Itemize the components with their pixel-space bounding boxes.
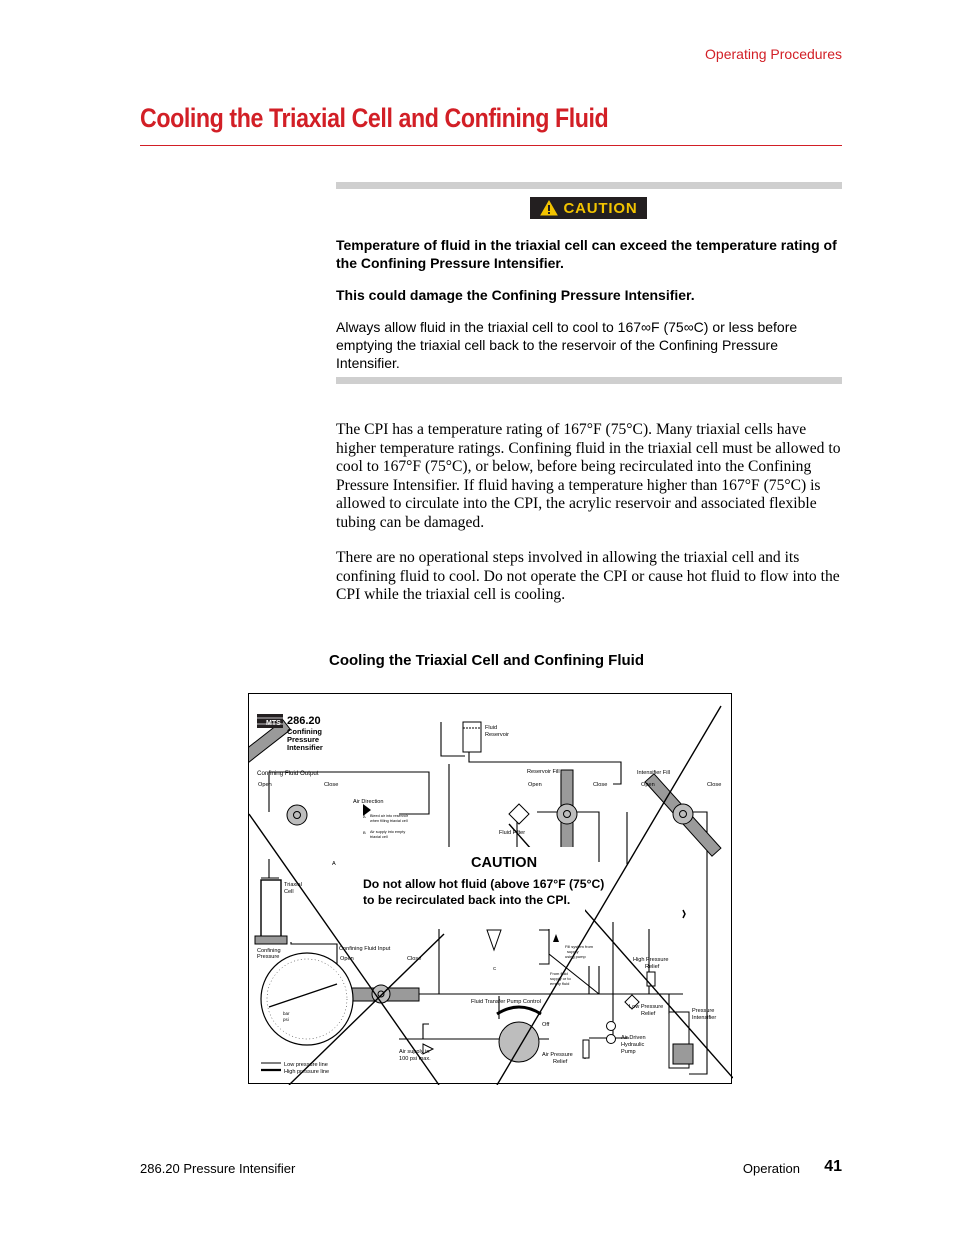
label-intensifier-open: Open	[641, 782, 655, 788]
label-input-close: Close	[407, 956, 422, 962]
caution-badge	[530, 197, 647, 219]
label-confining-pressure-1: Confining	[257, 948, 281, 954]
label-confining-fluid-input: Confining Fluid Input	[339, 946, 391, 952]
model-name-line-1: Confining	[287, 727, 322, 736]
caution-instruction: Always allow fluid in the triaxial cell to cool to 167∞F (75∞C) or less before emptying the triaxial cell back to the reservoir of the Confining Pressure Intensifier.	[336, 319, 798, 371]
label-high-pressure-line: High pressure line	[284, 1069, 330, 1075]
schematic-figure	[248, 693, 732, 1084]
label-air-supply-1: Air supply in	[399, 1049, 430, 1055]
label-fluid-transfer-pump-control: Fluid Transfer Pump Control	[471, 999, 541, 1005]
label-air-supply-empty-2: triaxial cell	[370, 835, 388, 839]
label-high-pressure-relief-1: High Pressure	[633, 957, 669, 963]
model-number: 286.20	[287, 715, 321, 727]
label-triaxial-cell-2: Cell	[284, 889, 294, 895]
label-marker-a: A	[332, 861, 336, 867]
warning-triangle-icon	[540, 200, 558, 216]
overlay-caution-line-1: Do not allow hot fluid (above 167°F (75°C)	[363, 877, 605, 891]
title-rule	[140, 145, 842, 146]
label-from-fluid-3: empty fluid	[550, 981, 570, 986]
mts-logo-text: MTS	[266, 720, 281, 727]
caution-label: CAUTION	[563, 199, 638, 217]
caution-statement-1: Temperature of fluid in the triaxial cell can exceed the temperature rating of the Confining Pressure Intensifier.	[336, 237, 837, 271]
label-from-fluid-1: From fluid	[550, 971, 568, 976]
label-air-supply-empty-1: Air supply into empty	[370, 830, 406, 834]
label-confining-pressure-2: Pressure	[257, 954, 280, 960]
label-pump-off: Off	[542, 1022, 550, 1028]
label-confining-fluid-output: Confining Fluid Output	[257, 770, 319, 777]
model-name-line-2: Pressure	[287, 735, 320, 744]
label-gauge-bar: bar	[283, 1011, 290, 1016]
pump-control-knob-icon	[499, 1022, 539, 1062]
label-fill-system-2: supply	[567, 949, 579, 954]
label-output-close: Close	[324, 782, 339, 788]
label-fill-system-3: using pump	[565, 954, 586, 959]
label-from-fluid-2: supply or to	[550, 976, 571, 981]
body-paragraph-2: There are no operational steps involved in allowing the triaxial cell and its confining fluid to cool. Do not operate the CPI or cause hot fluid to flow into the CPI while the triaxial cell is cooling.	[336, 549, 840, 604]
triaxial-cell-icon	[261, 880, 281, 938]
label-output-open: Open	[258, 782, 272, 788]
label-intensifier-fill: Intensifier Fill	[637, 770, 670, 776]
label-triaxial-cell-1: Triaxial	[284, 882, 302, 888]
label-marker-a-small: A	[363, 814, 366, 819]
overlay-caution-line-2: to be recirculated back into the CPI.	[363, 893, 571, 907]
label-low-pressure-relief-1: Low Pressure	[629, 1004, 664, 1010]
model-name-line-3: Intensifier	[287, 743, 323, 752]
label-fill-system-1: Fill system from	[565, 944, 593, 949]
label-air-pressure-relief-2: Relief	[553, 1059, 568, 1065]
label-air-pressure-relief-1: Air Pressure	[542, 1052, 573, 1058]
label-air-driven-pump-3: Pump	[621, 1049, 636, 1055]
label-fluid-reservoir-2: Reservoir	[485, 732, 509, 738]
label-marker-b: B	[363, 830, 366, 835]
fluid-reservoir-icon	[463, 722, 481, 752]
page-number: 41	[824, 1158, 842, 1175]
label-air-supply-2: 100 psi max.	[399, 1056, 431, 1062]
label-pressure-intensifier-2: Intensifier	[692, 1015, 717, 1021]
footer-section: Operation	[742, 1161, 800, 1176]
label-bleed-air-1: Bleed air into reservoir	[370, 814, 408, 818]
label-reservoir-fill: Reservoir Fill	[527, 769, 560, 775]
label-marker-c: C	[493, 966, 497, 971]
pressure-gauge-icon	[261, 953, 353, 1045]
label-gauge-psi: psi	[283, 1017, 289, 1022]
header-section-label: Operating Procedures	[705, 46, 842, 62]
label-air-driven-pump-2: Hydraulic	[621, 1042, 645, 1048]
label-input-open: Open	[340, 956, 354, 962]
label-fluid-filter: Fluid Filter	[499, 830, 526, 836]
figure-title: Cooling the Triaxial Cell and Confining Fluid	[329, 652, 644, 669]
caution-statement-2: This could damage the Confining Pressure Intensifier.	[336, 287, 695, 303]
label-pressure-intensifier-1: Pressure	[692, 1008, 715, 1014]
label-reservoir-open: Open	[528, 782, 542, 788]
label-bleed-air-2: when filling triaxial cell	[370, 819, 408, 823]
label-low-pressure-line: Low pressure line	[284, 1062, 328, 1068]
label-air-direction: Air Direction	[353, 799, 384, 805]
label-air-driven-pump-1: Air Driven	[621, 1035, 646, 1041]
fluid-filter-icon	[509, 804, 529, 824]
schematic-diagram	[249, 694, 733, 1085]
label-fluid-reservoir-1: Fluid	[485, 725, 498, 731]
caution-top-bar	[336, 182, 842, 189]
label-reservoir-close: Close	[593, 782, 608, 788]
label-low-pressure-relief-2: Relief	[641, 1011, 656, 1017]
label-high-pressure-relief-2: Relief	[645, 964, 660, 970]
body-paragraph-1: The CPI has a temperature rating of 167°F (75°C). Many triaxial cells have higher temperature ratings. Confining fluid in the triaxial cell must be allowed to cool to 167°F (75°C), or below, before being recirculated into the Confining Pressure Intensifier. If fluid having a temperature higher than 167°F (75°C) is allowed to circulate into the CPI, the acrylic reservoir and associated flexible tubing can be damaged.	[336, 421, 841, 531]
footer-product: 286.20 Pressure Intensifier	[140, 1161, 296, 1176]
overlay-caution-title: CAUTION	[471, 855, 538, 871]
caution-bottom-bar	[336, 377, 842, 384]
label-intensifier-close: Close	[707, 782, 722, 788]
page-title: Cooling the Triaxial Cell and Confining Fluid	[140, 103, 609, 133]
